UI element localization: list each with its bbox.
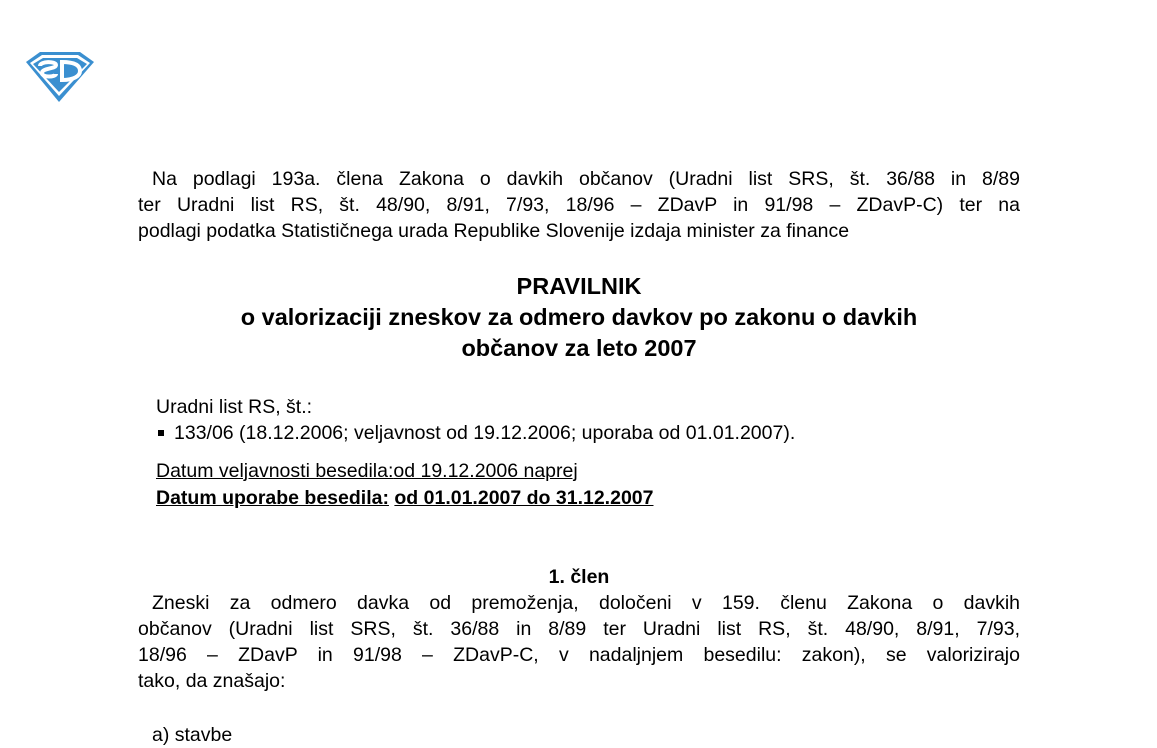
- article-1-paragraph: [138, 590, 1020, 694]
- gazette-reference: [156, 394, 795, 446]
- article-heading: 1. člen: [548, 566, 610, 588]
- article-line: občanov (Uradni list SRS, št. 36/88 in 8/89 ter Uradni list RS, št. 48/90, 8/91, 7/93,: [138, 618, 1020, 640]
- use-value: od 01.01.2007 do 31.12.2007: [394, 487, 654, 509]
- dates-block: [156, 458, 653, 512]
- bullet-icon: [158, 430, 164, 436]
- use-date-row: [156, 485, 653, 512]
- list-item-a: a) stavbe: [152, 724, 233, 746]
- validity-label: Datum veljavnosti besedila:: [156, 460, 394, 482]
- preamble-line: ter Uradni list RS, št. 48/90, 8/91, 7/93, 18/96 – ZDavP in 91/98 – ZDavP-C) ter na: [138, 194, 1020, 216]
- use-label: Datum uporabe besedila:: [156, 487, 389, 509]
- gazette-entry: 133/06 (18.12.2006; veljavnost od 19.12.2006; uporaba od 01.01.2007).: [174, 422, 796, 444]
- document-title: [138, 271, 1020, 364]
- title-line-1: PRAVILNIK: [516, 273, 642, 299]
- preamble-paragraph: [138, 166, 1020, 244]
- article-line: tako, da znašajo:: [138, 670, 286, 692]
- gazette-entry-row: [156, 420, 795, 446]
- article-line: 18/96 – ZDavP in 91/98 – ZDavP-C, v nadaljnjem besedilu: zakon), se valorizirajo: [138, 644, 1020, 666]
- preamble-line: podlagi podatka Statističnega urada Republike Slovenije izdaja minister za finance: [138, 220, 850, 242]
- gazette-label: Uradni list RS, št.:: [156, 396, 313, 418]
- preamble-line: Na podlagi 193a. člena Zakona o davkih občanov (Uradni list SRS, št. 36/88 in 8/89: [152, 168, 1020, 190]
- article-line: Zneski za odmero davka od premoženja, določeni v 159. členu Zakona o davkih: [152, 592, 1020, 614]
- validity-value: od 19.12.2006 naprej: [393, 460, 578, 482]
- logo-icon: [22, 50, 96, 104]
- title-line-2: o valorizaciji zneskov za odmero davkov po zakonu o davkih: [240, 304, 918, 330]
- title-line-3: občanov za leto 2007: [461, 335, 697, 361]
- validity-date-row: [156, 458, 653, 485]
